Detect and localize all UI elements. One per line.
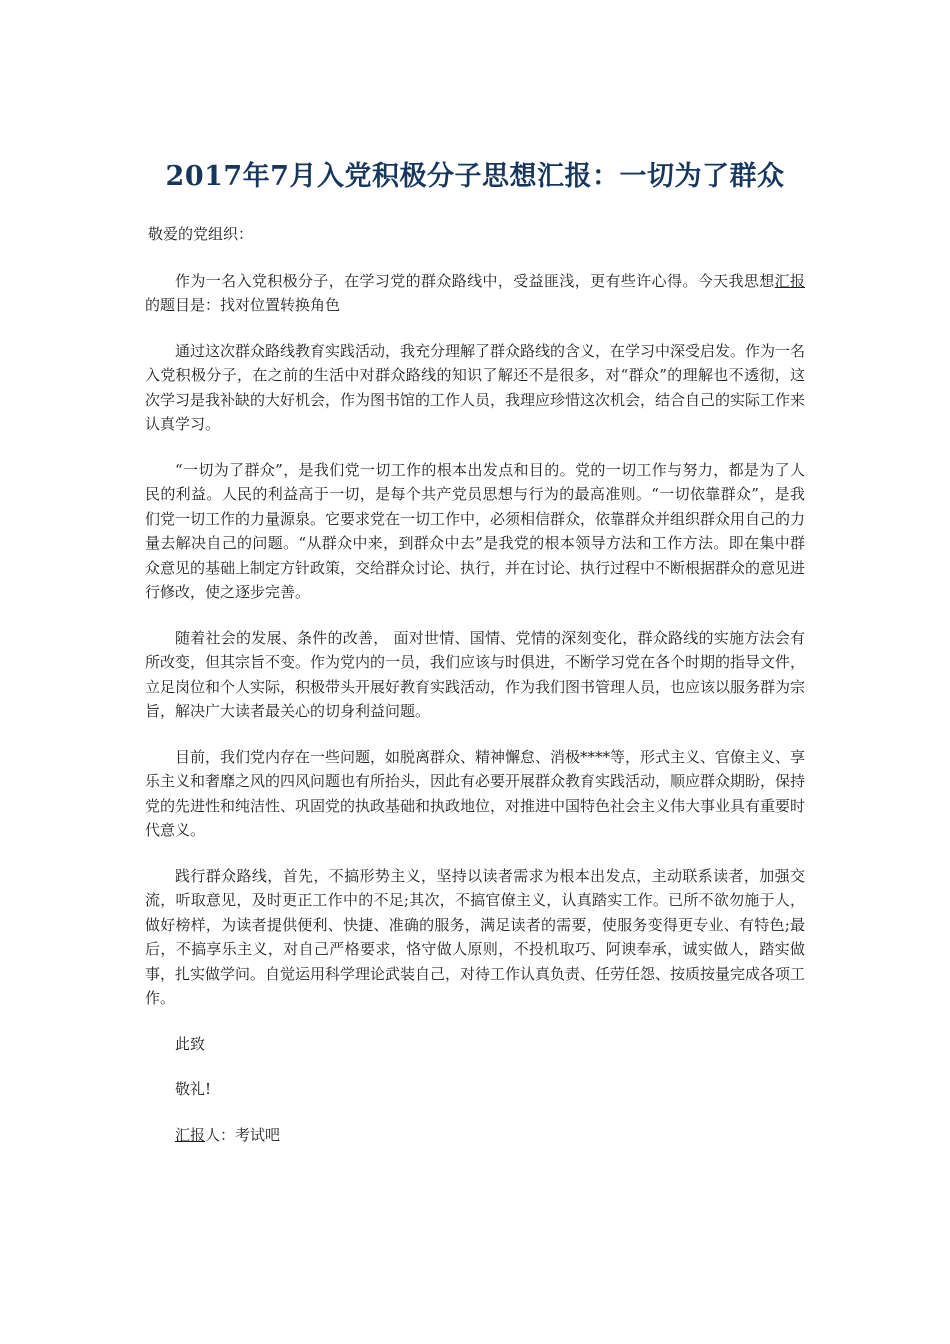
signature <box>175 1123 805 1148</box>
salutation: 敬爱的党组织： <box>148 225 254 243</box>
paragraph-5: 目前，我们党内存在一些问题，如脱离群众、精神懈怠、消极****等，形式主义、官僚主义、享乐主义和奢靡之风的四风问题也有所抬头，因此有必要开展群众教育实践活动，顺应群众期盼，保持党的先进性和纯洁性、巩固党的执政基础和执政地位，对推进中国特色社会主义伟大事业具有重要时代意义。 <box>145 747 806 839</box>
paragraph-3: “一切为了群众”，是我们党一切工作的根本出发点和目的。党的一切工作与努力，都是为了人民的利益。人民的利益高于一切，是每个共产党员思想与行为的最高准则。“一切依靠群众”，是我们党一切工作的力量源泉。它要求党在一切工作中，必须相信群众，依靠群众并组织群众用自己的力量去解决自己的问题。“从群众中来，到群众中去”是我党的根本领导方法和工作方法。即在集中群众意见的基础上制定方针政策，交给群众讨论、执行，并在讨论、执行过程中不断根据群众的意见进行修改，使之逐步完善。 <box>145 460 806 601</box>
paragraph-4: 随着社会的发展、条件的改善， 面对世情、国情、党情的深刻变化，群众路线的实施方法会有所改变，但其宗旨不变。作为党内的一员，我们应该与时俱进，不断学习党在各个时期的指导文件，立足岗位和个人实际，积极带头开展好教育实践活动，作为我们图书管理人员，也应该以服务群为宗旨，解决广大读者最关心的切身利益问题。 <box>145 628 806 720</box>
paragraph-1-text-end: 的题目是：找对位置转换角色 <box>145 296 341 314</box>
closing-line-1: 此致 <box>175 1034 206 1053</box>
signature-report-link[interactable]: 汇报 <box>175 1125 206 1144</box>
paragraph-1-text: 作为一名入党积极分子，在学习党的群众路线中，受益匪浅，更有些许心得。今天我思想 <box>175 271 775 290</box>
closing-line-2: 敬礼! <box>175 1080 212 1098</box>
document-body <box>145 222 805 1168</box>
signature-text: 人：考试吧 <box>205 1125 281 1144</box>
document-title: 2017年7月入党积极分子思想汇报：一切为了群众 <box>165 161 785 192</box>
paragraph-1 <box>145 269 805 318</box>
paragraph-6: 践行群众路线，首先，不搞形势主义，坚持以读者需求为根本出发点，主动联系读者，加强交流，听取意见，及时更正工作中的不足;其次，不搞官僚主义，认真踏实工作。已所不欲勿施于人，做好榜样，为读者提供便利、快捷、准确的服务，满足读者的需要，使服务变得更专业、有特色;最后，不搞享乐主义，对自己严格要求，恪守做人原则，不投机取巧、阿谀奉承，诚实做人，踏实做事，扎实做学问。自觉运用科学理论武装自己，对待工作认真负责、任劳任怨、按质按量完成各项工作。 <box>145 866 806 1007</box>
paragraph-2: 通过这次群众路线教育实践活动，我充分理解了群众路线的含义，在学习中深受启发。作为一名入党积极分子，在之前的生活中对群众路线的知识了解还不是很多，对“群众”的理解也不透彻，这次学习是我补缺的大好机会，作为图书馆的工作人员，我理应珍惜这次机会，结合自己的实际工作来认真学习。 <box>145 341 806 433</box>
report-link[interactable]: 汇报 <box>774 271 805 290</box>
